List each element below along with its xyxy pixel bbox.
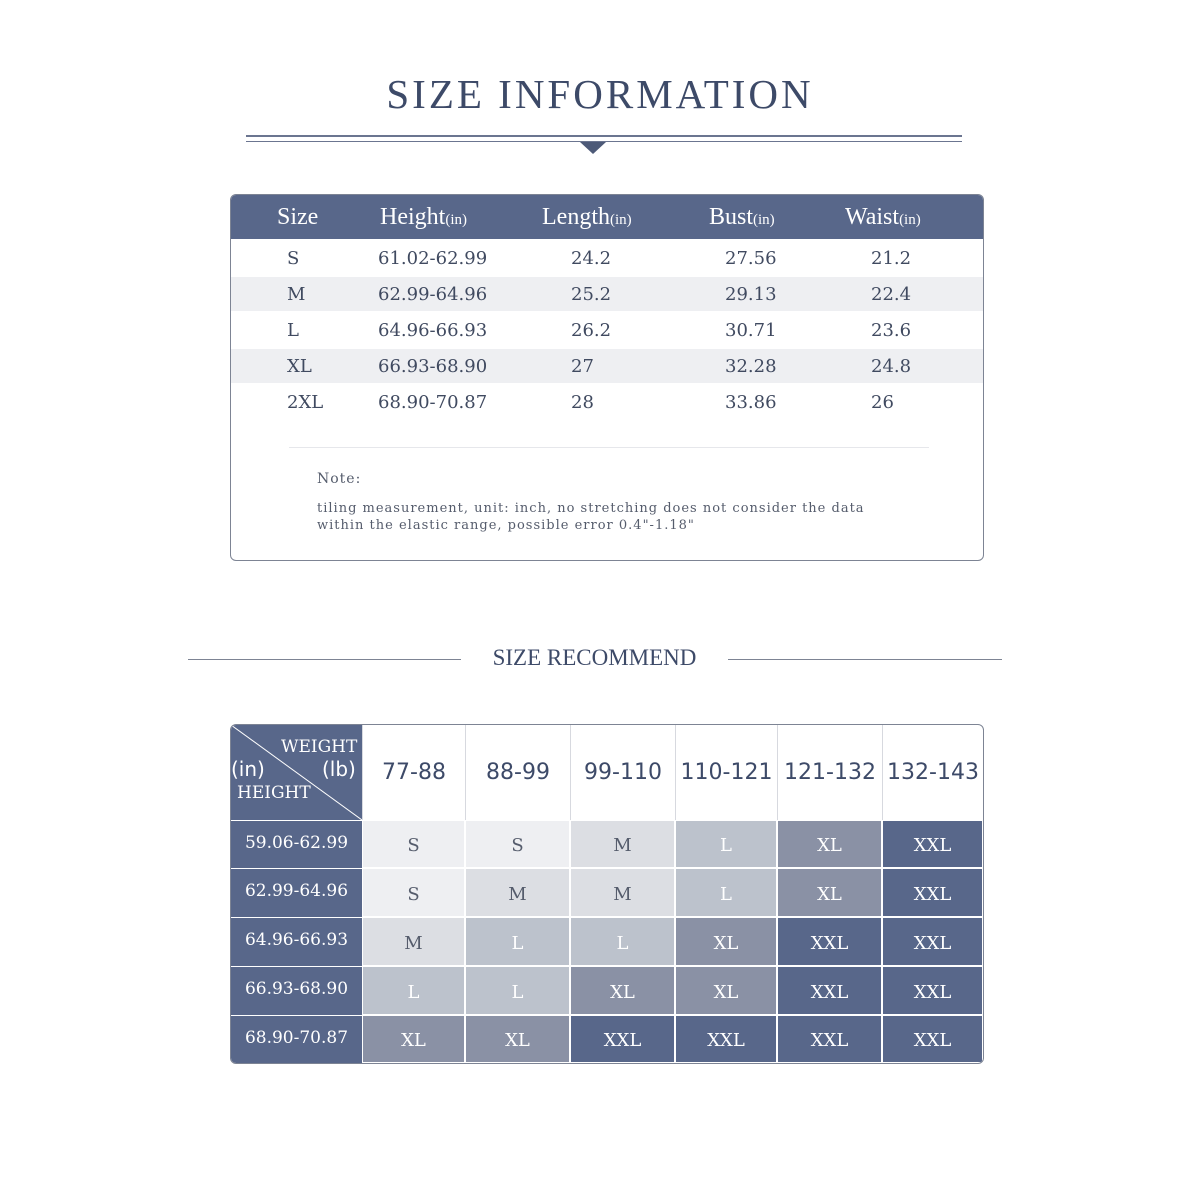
weight-column-header: 88-99 bbox=[465, 725, 570, 820]
size-recommend-cell: M bbox=[362, 917, 465, 966]
note-text bbox=[317, 500, 877, 534]
size-recommend-cell: M bbox=[465, 868, 570, 917]
table-row bbox=[231, 277, 983, 311]
corner-lb-label: (lb) bbox=[322, 757, 356, 781]
table-cell: 61.02-62.99 bbox=[378, 248, 488, 269]
table-cell: 2XL bbox=[287, 392, 324, 413]
weight-column-header: 121-132 bbox=[777, 725, 882, 820]
size-recommend-cell: XL bbox=[465, 1015, 570, 1063]
size-recommend-cell: L bbox=[675, 868, 777, 917]
size-recommend-cell: M bbox=[570, 820, 675, 868]
size-recommend-cell: XXL bbox=[570, 1015, 675, 1063]
recommend-title: SIZE RECOMMEND bbox=[492, 645, 697, 670]
size-recommend-cell: XXL bbox=[882, 966, 983, 1015]
header-height: Height(in) bbox=[380, 204, 467, 230]
size-recommend-cell: XXL bbox=[777, 1015, 882, 1063]
table-cell: S bbox=[287, 248, 300, 269]
weight-column-header: 99-110 bbox=[570, 725, 675, 820]
weight-column-header: 110-121 bbox=[675, 725, 777, 820]
title-pointer-icon bbox=[580, 142, 606, 154]
size-recommend-cell: S bbox=[465, 820, 570, 868]
table-cell: 32.28 bbox=[725, 356, 777, 377]
table-cell: 24.2 bbox=[571, 248, 612, 269]
page-title: SIZE INFORMATION bbox=[386, 71, 814, 117]
size-table-header bbox=[231, 195, 983, 239]
height-row-header: 59.06-62.99 bbox=[231, 820, 362, 868]
title-divider bbox=[246, 135, 962, 137]
size-recommend-cell: L bbox=[465, 966, 570, 1015]
weight-column-header: 77-88 bbox=[362, 725, 465, 820]
table-cell: 26 bbox=[871, 392, 894, 413]
table-row bbox=[231, 241, 983, 275]
size-recommend-cell: XL bbox=[675, 966, 777, 1015]
height-row-header: 66.93-68.90 bbox=[231, 966, 362, 1015]
size-recommend-cell: XXL bbox=[882, 1015, 983, 1063]
table-cell: 22.4 bbox=[871, 284, 912, 305]
header-size: Size bbox=[277, 204, 319, 230]
size-recommend-cell: L bbox=[675, 820, 777, 868]
note-line-1: tiling measurement, unit: inch, no stretching does not consider the data bbox=[317, 501, 865, 516]
weight-column-header: 132-143 bbox=[882, 725, 983, 820]
table-cell: 21.2 bbox=[871, 248, 912, 269]
height-row-header: 68.90-70.87 bbox=[231, 1015, 362, 1063]
table-divider bbox=[289, 447, 929, 448]
corner-in-label: (in) bbox=[231, 757, 265, 781]
size-recommend-cell: S bbox=[362, 868, 465, 917]
size-recommend-cell: L bbox=[465, 917, 570, 966]
size-recommend-cell: XL bbox=[675, 917, 777, 966]
size-recommend-cell: XL bbox=[362, 1015, 465, 1063]
table-cell: XL bbox=[287, 356, 312, 377]
table-cell: 29.13 bbox=[725, 284, 777, 305]
size-recommend-cell: L bbox=[362, 966, 465, 1015]
table-cell: 25.2 bbox=[571, 284, 612, 305]
corner-height-label: HEIGHT bbox=[237, 783, 311, 803]
table-cell: 68.90-70.87 bbox=[378, 392, 488, 413]
height-row-header: 64.96-66.93 bbox=[231, 917, 362, 966]
table-cell: 26.2 bbox=[571, 320, 612, 341]
height-row-header: 62.99-64.96 bbox=[231, 868, 362, 917]
size-recommend-cell: M bbox=[570, 868, 675, 917]
table-cell: M bbox=[287, 284, 306, 305]
header-waist: Waist(in) bbox=[845, 204, 921, 230]
note-label: Note: bbox=[317, 471, 362, 487]
size-recommend-cell: XL bbox=[570, 966, 675, 1015]
recommend-divider-right bbox=[728, 659, 1002, 660]
size-recommend-cell: S bbox=[362, 820, 465, 868]
recommend-divider-left bbox=[188, 659, 461, 660]
table-cell: 28 bbox=[571, 392, 594, 413]
table-cell: 33.86 bbox=[725, 392, 777, 413]
table-row bbox=[231, 313, 983, 347]
size-recommend-cell: XXL bbox=[882, 868, 983, 917]
size-recommend-grid bbox=[230, 724, 984, 1064]
table-cell: 64.96-66.93 bbox=[378, 320, 488, 341]
header-bust: Bust(in) bbox=[709, 204, 775, 230]
header-length: Length(in) bbox=[542, 204, 632, 230]
table-cell: 30.71 bbox=[725, 320, 777, 341]
table-cell: 24.8 bbox=[871, 356, 912, 377]
size-recommend-cell: XL bbox=[777, 868, 882, 917]
size-recommend-cell: L bbox=[570, 917, 675, 966]
table-cell: 27.56 bbox=[725, 248, 777, 269]
table-row bbox=[231, 349, 983, 383]
size-information-table bbox=[230, 194, 984, 561]
size-recommend-cell: XL bbox=[777, 820, 882, 868]
table-cell: 66.93-68.90 bbox=[378, 356, 488, 377]
table-cell: L bbox=[287, 320, 299, 341]
table-cell: 62.99-64.96 bbox=[378, 284, 488, 305]
grid-corner-cell bbox=[231, 725, 362, 820]
size-recommend-cell: XXL bbox=[882, 820, 983, 868]
table-row bbox=[231, 385, 983, 419]
size-recommend-cell: XXL bbox=[777, 917, 882, 966]
corner-weight-label: WEIGHT bbox=[281, 737, 358, 757]
table-cell: 23.6 bbox=[871, 320, 912, 341]
size-recommend-cell: XXL bbox=[882, 917, 983, 966]
note-line-2: within the elastic range, possible error 0.4"-1.18" bbox=[317, 518, 695, 533]
size-recommend-cell: XXL bbox=[777, 966, 882, 1015]
table-cell: 27 bbox=[571, 356, 594, 377]
size-recommend-cell: XXL bbox=[675, 1015, 777, 1063]
